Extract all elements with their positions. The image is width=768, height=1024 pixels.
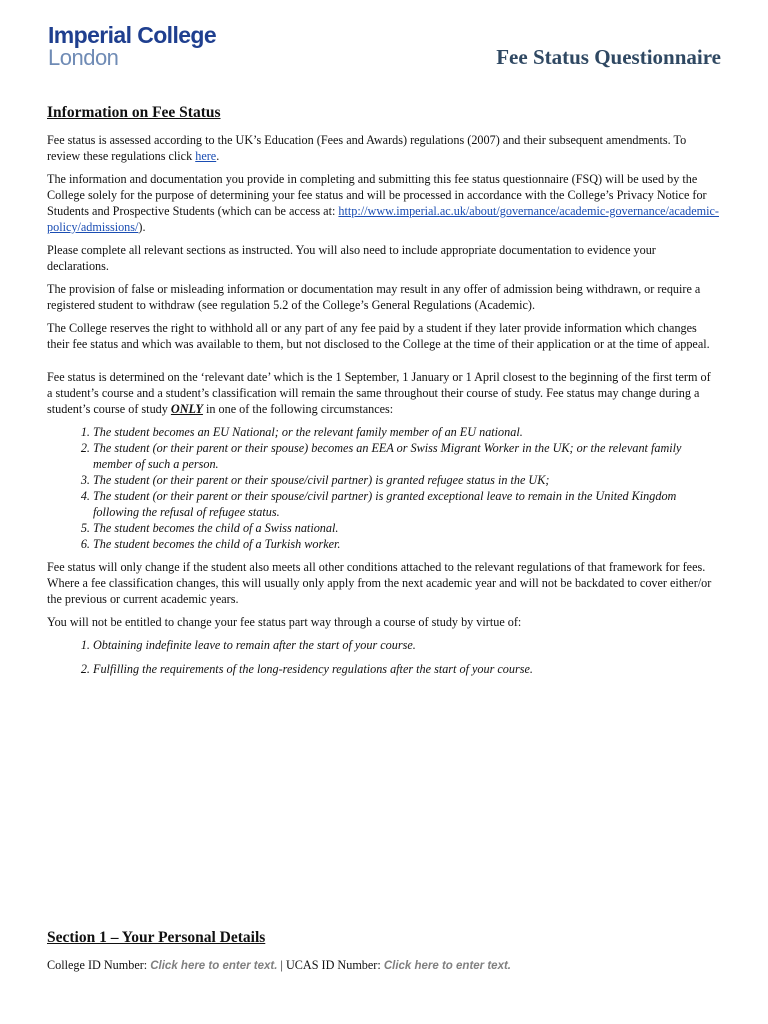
paragraph-privacy: The information and documentation you provide in completing and submitting this fee status questionnaire (FSQ) will be used by the College solely for the purpose of determining your fee status and will be processed in accordance with the College’s Privacy Notice for Students and Prospective Students (which can be access at: http://www.imperial.ac.uk/about/governance/academic-governance/academic-policy/admissions/). <box>47 172 719 234</box>
paragraph-relevant-date: Fee status is determined on the ‘relevant date’ which is the 1 September, 1 January or 1 April closest to the beginning of the first term of a student’s course and a student’s classification will remain the same throughout their course of study. Fee status may change during a student’s course of study ONLY in one of the following circumstances: <box>47 370 711 416</box>
list-item: 6. The student becomes the child of a Turkish worker. <box>93 536 719 552</box>
paragraph-conditions: Fee status will only change if the student also meets all other conditions attached to the relevant regulations of that framework for fees. Where a fee classification changes, this will usually only apply from the next academic year and will not be backdated to cover either/or the previous or current academic years. <box>47 560 712 606</box>
imperial-college-logo <box>48 24 216 69</box>
ucas-id-input[interactable]: Click here to enter text. <box>383 960 511 972</box>
section-1-heading: Section 1 – Your Personal Details <box>47 929 266 946</box>
paragraph-false-information: The provision of false or misleading information or documentation may result in any offer of admission being withdrawn, or require a registered student to withdraw (see regulation 5.2 of the College’s General Regulations (Academic). <box>47 282 701 312</box>
college-id-label: College ID Number: <box>47 958 151 972</box>
list-item: 5. The student becomes the child of a Swiss national. <box>93 520 719 536</box>
paragraph-withhold-fees: The College reserves the right to withhold all or any part of any fee paid by a student if they later provide information which changes their fee status and which was available to them, but not disclosed to the College at the time of their application or at the time of appeal. <box>47 321 710 351</box>
field-separator: | <box>277 958 286 972</box>
circumstances-list <box>47 424 719 552</box>
only-emphasis: ONLY <box>170 402 203 416</box>
paragraph-instructions: Please complete all relevant sections as instructed. You will also need to include appropriate documentation to evidence your declarations. <box>47 243 656 273</box>
fee-status-information <box>47 104 719 685</box>
list-item: 4. The student (or their parent or their spouse/civil partner) is granted exceptional leave to remain in the United Kingdom following the refusal of refugee status. <box>93 488 719 520</box>
admissions-policy-link[interactable]: http://www.imperial.ac.uk/about/governance/academic-governance/academic-policy/admissions/ <box>47 204 719 234</box>
list-item: 2. The student (or their parent or their spouse) becomes an EEA or Swiss Migrant Worker in the UK; or the relevant family member of such a person. <box>93 440 719 472</box>
logo-line-1: Imperial College <box>48 22 217 48</box>
list-item: 1. The student becomes an EU National; or the relevant family member of an EU national. <box>93 424 719 440</box>
logo-line-2: London <box>48 45 119 70</box>
list-item: 2. Fulfilling the requirements of the long-residency regulations after the start of your course. <box>93 661 719 677</box>
regulations-link[interactable]: here <box>195 149 217 163</box>
exclusions-list <box>47 637 719 677</box>
info-heading: Information on Fee Status <box>47 104 221 121</box>
section-personal-details <box>47 929 719 974</box>
college-id-input[interactable]: Click here to enter text. <box>150 960 278 972</box>
paragraph-not-entitled: You will not be entitled to change your fee status part way through a course of study by virtue of: <box>47 615 522 629</box>
document-title: Fee Status Questionnaire <box>496 45 721 69</box>
paragraph-regulations: Fee status is assessed according to the UK’s Education (Fees and Awards) regulations (2007) and their subsequent amendments. To review these regulations click here. <box>47 133 687 163</box>
list-item: 3. The student (or their parent or their spouse/civil partner) is granted refugee status in the UK; <box>93 472 719 488</box>
ucas-id-label: UCAS ID Number: <box>285 958 384 972</box>
list-item: 1. Obtaining indefinite leave to remain after the start of your course. <box>93 637 719 653</box>
id-number-fields <box>47 957 719 974</box>
